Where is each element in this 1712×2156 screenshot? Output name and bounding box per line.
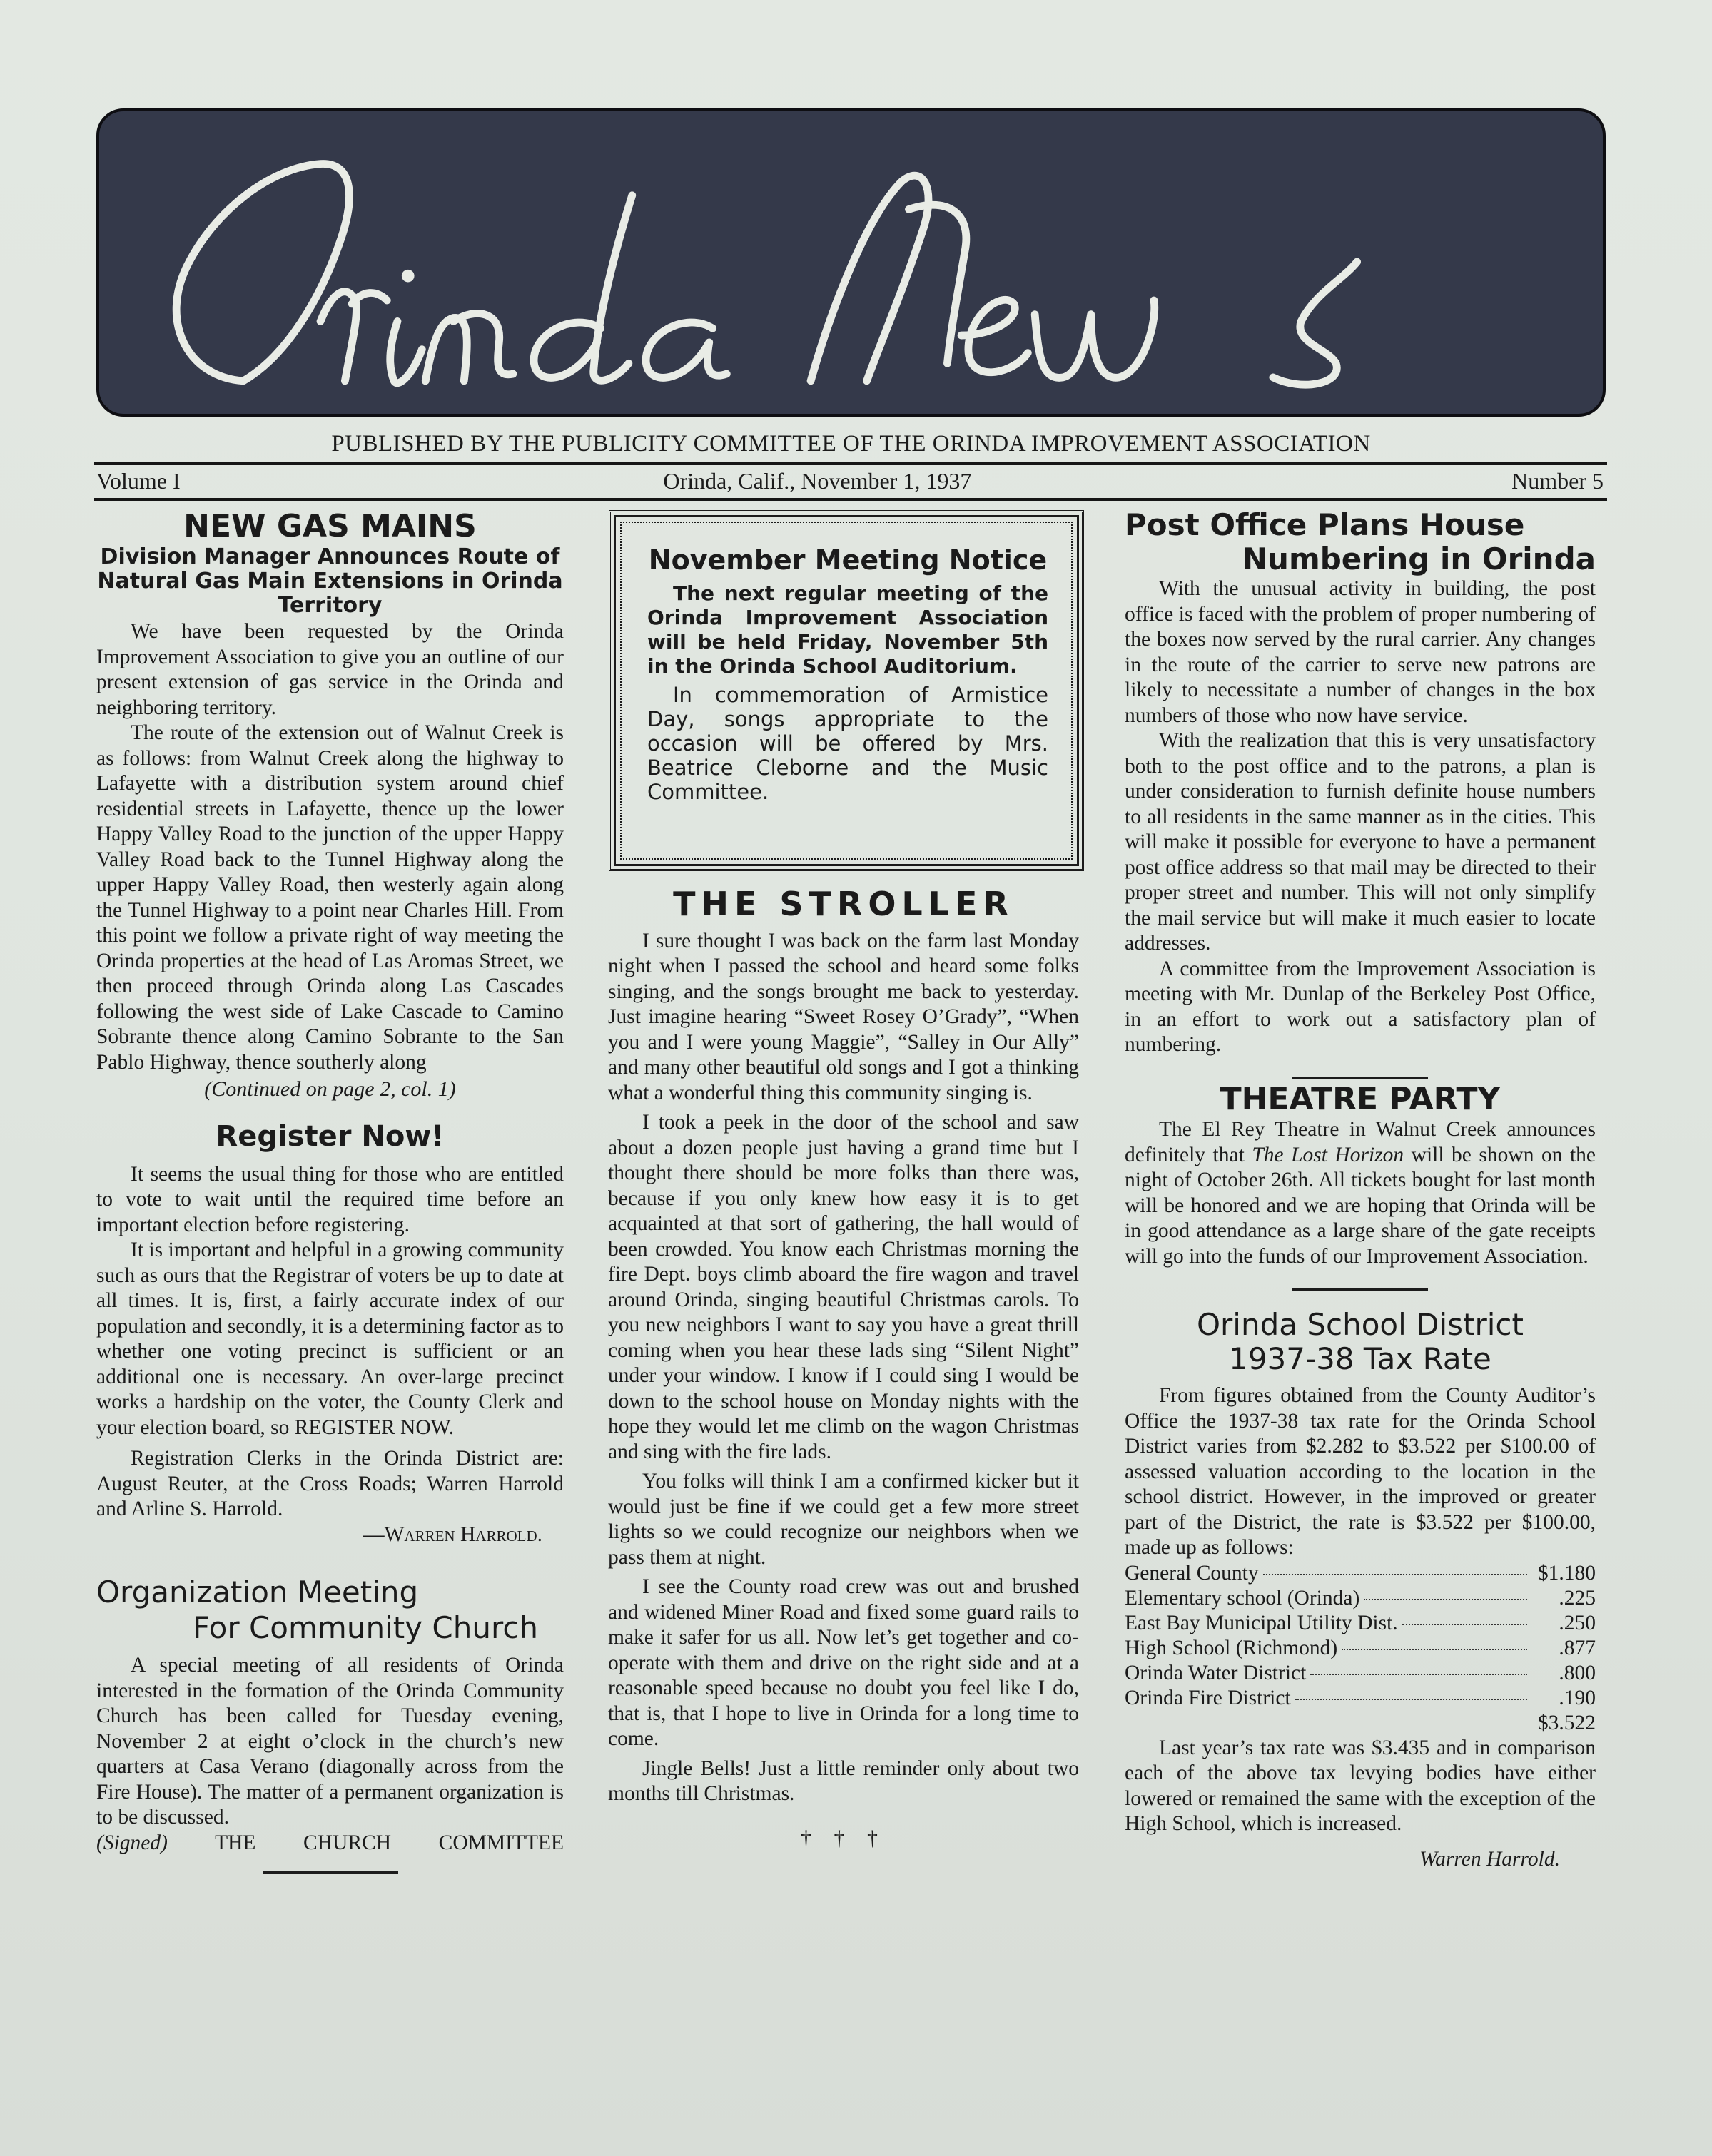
tax-rate-table xyxy=(1125,1561,1596,1736)
theatre-text: will be shown on the night of October 26th. All tickets bought for last month will be honored and we are hoping that Orinda will be in good attendance as a large share of the gate receipts will go into the funds of our Improvement Association. xyxy=(1125,1143,1596,1268)
film-title: The Lost Horizon xyxy=(1252,1143,1404,1166)
gas-mains-headline: NEW GAS MAINS xyxy=(183,508,477,544)
tax-label: Orinda Fire District xyxy=(1125,1686,1291,1709)
leader-dots xyxy=(1310,1674,1527,1675)
stroller-paragraph: Jingle Bells! Just a little reminder only about two months till Christmas. xyxy=(608,1756,1079,1805)
gas-mains-paragraph: The route of the extension out of Walnut Creek is as follows: from Walnut Creek along the highway to Lafayette with a distribution system around chief residential streets in Lafayette, thence up the lower Happy Valley Road to the junction of the upper Happy Valley Road back to the Tunnel Highway along the upper Happy Valley Road, then westerly again along the Tunnel Highway to a point near Charles Hill. From this point we follow a private right of way meeting the Orinda properties at the head of Las Aromas Street, we then proceed through Orinda along Las Cascades following the west side of Lake Cascade to Camino Sobrante thence along Camino Sobrante to the San Pablo Highway, thence southerly along xyxy=(96,721,564,1074)
church-headline-line2: For Community Church xyxy=(193,1610,539,1645)
continued-note-text: (Continued on page 2, col. 1) xyxy=(204,1077,456,1101)
leader-dots xyxy=(1295,1699,1527,1700)
post-office-headline-line1: Post Office Plans House xyxy=(1125,507,1525,542)
stroller-paragraph: I sure thought I was back on the farm last Monday night when I passed the school and heard some folks singing, and the songs brought me back to yesterday. Just imagine hearing “Sweet Rosey O’Grady”, “When you and I were young Maggie”, “Salley in Our Ally” and many other beautiful old songs and I got a thinking what a wonderful thing this community singing is. xyxy=(608,929,1079,1104)
tax-label: East Bay Municipal Utility Dist. xyxy=(1125,1611,1398,1634)
column-1 xyxy=(96,508,564,1874)
stroller-body xyxy=(608,929,1079,1807)
register-signature: —Warren Harrold. xyxy=(363,1522,542,1546)
tax-label: General County xyxy=(1125,1561,1259,1585)
church-paragraph: A special meeting of all residents of Orinda interested in the formation of the Orinda Community Church has been called for Tuesday evening, November 2 at eight o’clock in the church’s new quarters at Casa Verano (diagonally across from the Fire House). The matter of a permanent organization is to be discussed. xyxy=(96,1654,564,1829)
masthead-banner xyxy=(96,108,1606,417)
stroller-headline: THE STROLLER xyxy=(673,885,1014,923)
tax-value: .250 xyxy=(1559,1611,1596,1634)
signed-label: (Signed) xyxy=(96,1831,168,1854)
ornament-icon: † † † xyxy=(801,1826,886,1850)
publisher-line: PUBLISHED BY THE PUBLICITY COMMITTEE OF THE ORINDA IMPROVEMENT ASSOCIATION xyxy=(331,431,1371,457)
tax-value: .190 xyxy=(1559,1686,1596,1709)
tax-label: High School (Richmond) xyxy=(1125,1636,1338,1659)
section-rule xyxy=(1292,1288,1428,1291)
tax-headline-line2: 1937-38 Tax Rate xyxy=(1229,1341,1491,1376)
tax-row xyxy=(1125,1561,1596,1586)
tax-row xyxy=(1125,1586,1596,1611)
tax-row xyxy=(1125,1611,1596,1636)
tax-row xyxy=(1125,1661,1596,1686)
issue-number: Number 5 xyxy=(1511,467,1604,494)
leader-dots xyxy=(1402,1624,1527,1625)
column-3 xyxy=(1125,508,1596,1872)
notice-body: In commemoration of Armistice Day, songs appropriate to the occasion will be offered by Mrs. Beatrice Cleborne and the Music Committee. xyxy=(647,683,1048,804)
tax-value: .800 xyxy=(1559,1661,1596,1684)
tax-value: .877 xyxy=(1559,1636,1596,1659)
script-logo-icon xyxy=(99,111,1603,414)
gas-mains-paragraph: We have been requested by the Orinda Improvement Association to give you an outline of our present extension of gas service in the Orinda and neighboring territory. xyxy=(96,620,564,719)
tax-label: Orinda Water District xyxy=(1125,1661,1307,1684)
church-headline-line1: Organization Meeting xyxy=(96,1575,419,1610)
post-office-paragraph: With the unusual activity in building, the post office is faced with the problem of proper numbering of the boxes now served by the rural carrier. Any changes in the route of the carrier to serve new patrons are likely to necessitate a number of changes in the box numbers of those who now have service. xyxy=(1125,577,1596,727)
theatre-paragraph xyxy=(1125,1117,1596,1269)
tax-total: $3.522 xyxy=(1537,1711,1596,1734)
stroller-paragraph: You folks will think I am a confirmed kicker but it would just be fine if we could get a few more street lights so we could recognize our neighbors when we pass them at night. xyxy=(608,1470,1079,1569)
end-rule xyxy=(263,1871,398,1874)
tax-row xyxy=(1125,1636,1596,1661)
notice-title: November Meeting Notice xyxy=(648,544,1048,576)
tax-closing: Last year’s tax rate was $3.435 and in comparison each of the above tax levying bodies have either lowered or remained the same with the exception of the High School, which is increased. xyxy=(1125,1736,1596,1835)
issue-date: Orinda, Calif., November 1, 1937 xyxy=(663,467,972,494)
stroller-paragraph: I see the County road crew was out and brushed and widened Miner Road and fixed some guard rails to make it safer for us all. Now let’s get together and co-operate with them and drive on the right side and at a reasonable speed because no doubt you feel like I do, that is, that I hope to live in Orinda for a long time to come. xyxy=(608,1575,1079,1750)
leader-dots xyxy=(1263,1574,1527,1575)
tax-headline xyxy=(1125,1308,1596,1376)
register-headline: Register Now! xyxy=(216,1119,445,1153)
tax-signature: Warren Harrold. xyxy=(1419,1847,1560,1871)
post-office-headline-line2: Numbering in Orinda xyxy=(1242,541,1596,576)
notice-bold-text: The next regular meeting of the Orinda Improvement Association will be held Friday, November 5th in the Orinda School Auditorium. xyxy=(647,581,1048,678)
column-2 xyxy=(608,508,1079,1851)
register-paragraph: It is important and helpful in a growing community such as ours that the Registrar of voters be up to date at all times. It is, first, a fairly accurate index of our population and secondly, it is a determining factor as to whether one voting precinct is sufficient or an additional one is necessary. An over-large precinct works a hardship on the voter, the County Clerk and your election board, so REGISTER NOW. xyxy=(96,1239,564,1439)
signed-by: THE CHURCH COMMITTEE xyxy=(215,1831,564,1854)
church-signature xyxy=(96,1831,564,1856)
header-rule-top xyxy=(94,462,1607,465)
continued-note xyxy=(96,1077,564,1102)
tax-intro: From figures obtained from the County Auditor’s Office the 1937-38 tax rate for the Orinda School District varies from $2.282 to $3.522 per $100.00 of assessed valuation according to the location in the school district. However, in the improved or greater part of the District, the rate is $3.522 per $100.00, made up as follows: xyxy=(1125,1384,1596,1559)
register-paragraph: Registration Clerks in the Orinda District are: August Reuter, at the Cross Roads; Warren Harrold and Arline S. Harrold. xyxy=(96,1447,564,1520)
theatre-text: The El Rey Theatre in Walnut Creek announces definitely that xyxy=(1125,1118,1596,1166)
post-office-headline xyxy=(1125,508,1596,576)
leader-dots xyxy=(1364,1599,1527,1600)
volume-label: Volume I xyxy=(96,467,181,494)
theatre-headline: THEATRE PARTY xyxy=(1220,1080,1501,1117)
header-rule-bottom xyxy=(94,498,1607,501)
tax-value: .225 xyxy=(1559,1586,1596,1610)
tax-value: $1.180 xyxy=(1537,1561,1596,1585)
church-headline xyxy=(96,1575,564,1646)
leader-dots xyxy=(1342,1649,1527,1650)
gas-mains-subhead: Division Manager Announces Route of Natural Gas Main Extensions in Orinda Territory xyxy=(97,544,563,618)
post-office-paragraph: A committee from the Improvement Association is meeting with Mr. Dunlap of the Berkeley Post Office, in an effort to work out a satisfactory plan of numbering. xyxy=(1125,957,1596,1056)
stroller-paragraph: I took a peek in the door of the school and saw about a dozen people just having a grand time but I thought there should be more folks than there was, because if you only knew how easy it is to get acquainted at that sort of gathering, the hall would of been crowded. You know each Christmas morning the fire Dept. boys climb aboard the fire wagon and travel around Orinda, singing beautiful Christmas carols. To you new neighbors I want to say you have a great thrill coming when you hear these lads sing “Silent Night” under your window. I know if I could sing I would be down to the school house on Monday nights with the hope they would let me climb on the wagon Christmas and sing with the fire lads. xyxy=(608,1111,1079,1463)
dateline-bar xyxy=(96,467,1604,495)
post-office-paragraph: With the realization that this is very unsatisfactory both to the post office and to the patrons, a plan is under consideration to furnish definite house numbers to all residents in the same manner as in the cities. This will make it possible for everyone to have a permanent post office address so that mail may be directed to their proper street and number. This will not only simplify the mail service but will make it much easier to locate addresses. xyxy=(1125,729,1596,955)
section-rule xyxy=(1292,1077,1428,1079)
register-paragraph: It seems the usual thing for those who are entitled to vote to wait until the required time before an important election before registering. xyxy=(96,1162,564,1236)
tax-headline-line1: Orinda School District xyxy=(1196,1307,1524,1342)
tax-row xyxy=(1125,1686,1596,1711)
tax-label: Elementary school (Orinda) xyxy=(1125,1586,1360,1610)
meeting-notice-box xyxy=(614,515,1079,866)
